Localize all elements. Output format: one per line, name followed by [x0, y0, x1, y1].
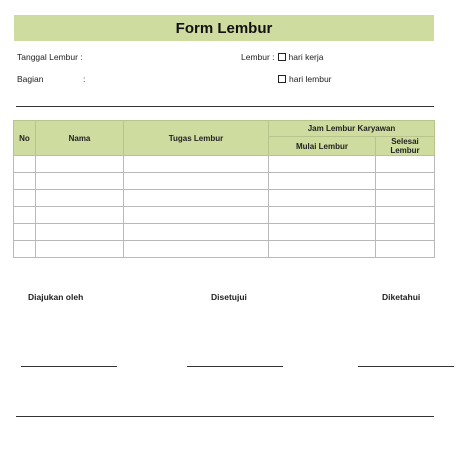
title-bar [14, 15, 434, 41]
cell-no[interactable] [14, 190, 36, 207]
cell-no[interactable] [14, 156, 36, 173]
cell-nama[interactable] [36, 207, 124, 224]
cell-no[interactable] [14, 224, 36, 241]
bagian-label: Bagian [17, 74, 44, 84]
cell-selesai[interactable] [376, 190, 435, 207]
cell-tugas[interactable] [124, 207, 269, 224]
cell-mulai[interactable] [269, 241, 376, 258]
lembur-label: Lembur : [241, 52, 275, 62]
col-tugas-header: Tugas Lembur [124, 121, 269, 156]
cell-selesai[interactable] [376, 207, 435, 224]
hari-kerja-checkbox[interactable] [278, 53, 286, 61]
cell-tugas[interactable] [124, 190, 269, 207]
table-row [14, 190, 435, 207]
diketahui-label: Diketahui [382, 292, 421, 302]
tanggal-lembur-label: Tanggal Lembur : [17, 52, 83, 62]
lembur-type-row [241, 52, 324, 62]
header-divider [16, 106, 434, 107]
table-row [14, 173, 435, 190]
cell-tugas[interactable] [124, 173, 269, 190]
cell-mulai[interactable] [269, 224, 376, 241]
table-body [14, 156, 435, 258]
cell-nama[interactable] [36, 224, 124, 241]
hari-kerja-label: hari kerja [288, 52, 324, 62]
disetujui-signature-line [187, 366, 283, 367]
hari-lembur-checkbox[interactable] [278, 75, 286, 83]
cell-nama[interactable] [36, 156, 124, 173]
table-row [14, 224, 435, 241]
table-row [14, 207, 435, 224]
cell-no[interactable] [14, 207, 36, 224]
cell-mulai[interactable] [269, 207, 376, 224]
footer-divider [16, 416, 434, 417]
cell-tugas[interactable] [124, 156, 269, 173]
col-mulai-header: Mulai Lembur [269, 137, 376, 156]
cell-tugas[interactable] [124, 224, 269, 241]
cell-selesai[interactable] [376, 241, 435, 258]
col-nama-header: Nama [36, 121, 124, 156]
bagian-colon: : [83, 74, 86, 84]
col-no-header: No [14, 121, 36, 156]
disetujui-label: Disetujui [211, 292, 247, 302]
diajukan-label: Diajukan oleh [28, 292, 84, 302]
table-row [14, 241, 435, 258]
cell-selesai[interactable] [376, 156, 435, 173]
cell-nama[interactable] [36, 173, 124, 190]
cell-nama[interactable] [36, 190, 124, 207]
cell-no[interactable] [14, 241, 36, 258]
cell-mulai[interactable] [269, 156, 376, 173]
cell-nama[interactable] [36, 241, 124, 258]
cell-mulai[interactable] [269, 190, 376, 207]
cell-selesai[interactable] [376, 224, 435, 241]
cell-no[interactable] [14, 173, 36, 190]
cell-tugas[interactable] [124, 241, 269, 258]
lembur-table [13, 120, 435, 258]
table-row [14, 156, 435, 173]
col-selesai-header: Selesai Lembur [376, 137, 435, 156]
diketahui-signature-line [358, 366, 454, 367]
cell-selesai[interactable] [376, 173, 435, 190]
hari-lembur-label: hari lembur [289, 74, 332, 84]
form-title: Form Lembur [175, 19, 273, 37]
col-jam-lembur-header: Jam Lembur Karyawan [269, 121, 435, 137]
diajukan-signature-line [21, 366, 117, 367]
cell-mulai[interactable] [269, 173, 376, 190]
hari-lembur-row [275, 74, 332, 84]
